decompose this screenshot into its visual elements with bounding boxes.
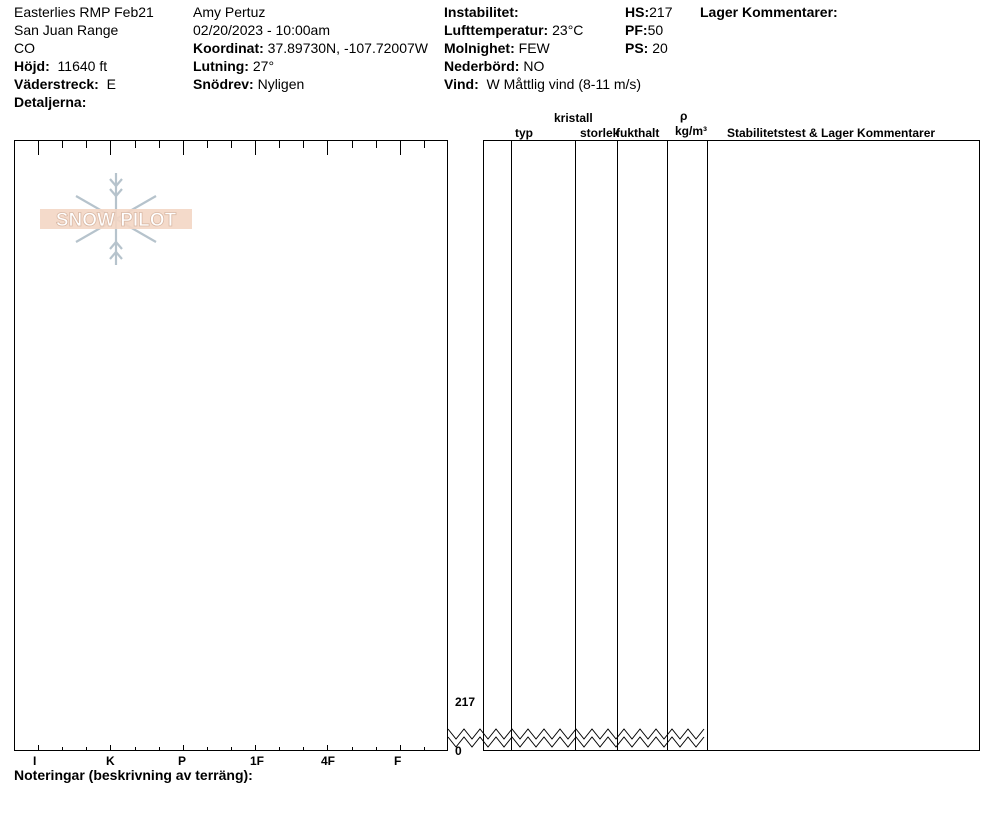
depth-break-zigzag: [448, 729, 704, 747]
hs-field: HS:217: [625, 4, 673, 20]
hardness-label-i: I: [33, 754, 37, 768]
crystal-column-header-bottom: storlek: [580, 126, 620, 140]
crystal-column-header-top: kristall: [554, 111, 593, 125]
notes-label: Noteringar (beskrivning av terräng):: [14, 767, 253, 783]
coordinate-field: Koordinat: 37.89730N, -107.72007W: [193, 40, 428, 56]
logo-text: SNOW PILOT: [55, 210, 177, 231]
layer-comments-label: Lager Kommentarer:: [700, 4, 838, 20]
state-name: CO: [14, 40, 35, 56]
airtemp-field: Lufttemperatur: 23°C: [444, 22, 584, 38]
sky-field: Molnighet: FEW: [444, 40, 550, 56]
hardness-ticks-bottom: [39, 745, 425, 751]
range-name: San Juan Range: [14, 22, 119, 38]
rho-symbol: ρ: [680, 109, 688, 123]
hardness-label-4f: 4F: [321, 754, 336, 768]
depth-bottom-label: 0: [455, 744, 462, 758]
hardness-label-1f: 1F: [250, 754, 265, 768]
hardness-label-p: P: [178, 754, 187, 768]
hardness-ticks-top: [39, 140, 425, 155]
depth-top-label: 217: [455, 695, 476, 709]
snowpilot-logo: [40, 173, 192, 265]
drift-field: Snödrev: Nyligen: [193, 76, 305, 92]
observation-datetime: 02/20/2023 - 10:00am: [193, 22, 330, 38]
observer-name: Amy Pertuz: [193, 4, 266, 20]
ps-field: PS: 20: [625, 40, 668, 56]
hardness-label-k: K: [106, 754, 115, 768]
wind-field: Vind: W Måttlig vind (8-11 m/s): [444, 76, 642, 92]
type-column-header: typ: [515, 126, 533, 140]
pf-field: PF:50: [625, 22, 664, 38]
slope-field: Lutning: 27°: [193, 58, 275, 74]
details-label: Detaljerna:: [14, 94, 87, 110]
moisture-column-header: fukthalt: [616, 126, 660, 140]
precip-field: Nederbörd: NO: [444, 58, 545, 74]
instability-label: Instabilitet:: [444, 4, 519, 20]
location-name: Easterlies RMP Feb21: [14, 4, 154, 20]
density-column-header: kg/m³: [675, 124, 708, 138]
stability-column-header: Stabilitetstest & Lager Kommentarer: [727, 126, 936, 140]
hardness-label-f: F: [394, 754, 402, 768]
elevation-field: Höjd: 11640 ft: [14, 58, 108, 74]
aspect-field: Väderstreck: E: [14, 76, 116, 92]
